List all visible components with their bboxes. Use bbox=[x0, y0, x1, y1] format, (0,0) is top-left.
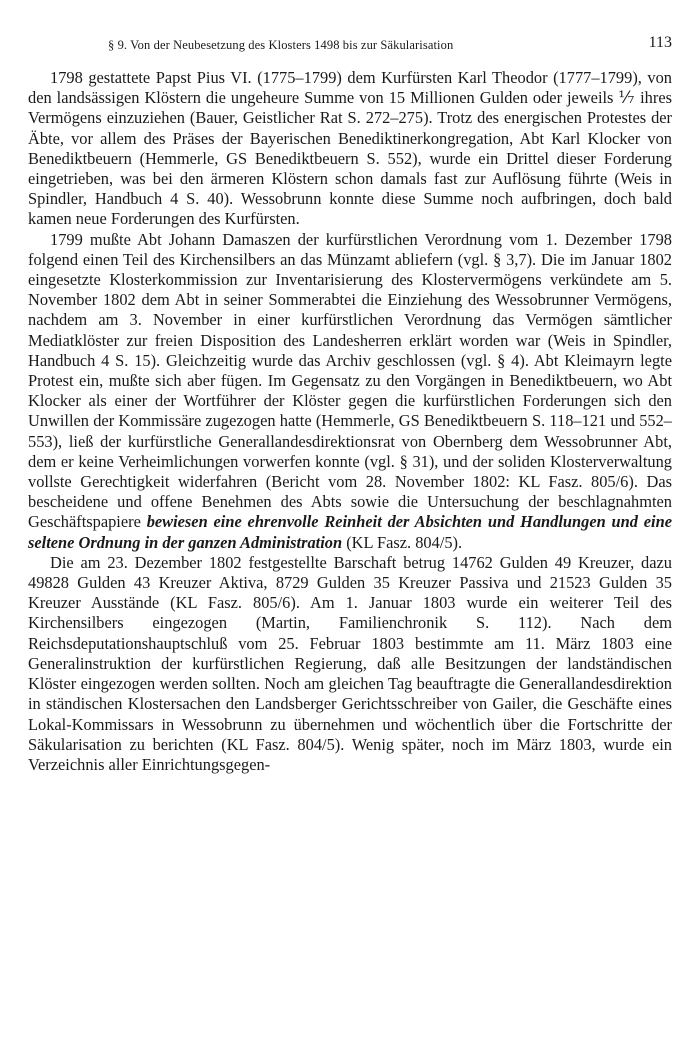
paragraph-2 bbox=[28, 230, 672, 553]
emphasized-quote: bewiesen eine ehrenvolle Reinheit der Absichten und Handlungen und eine seltene Ordnung in der ganzen Administration bbox=[28, 512, 673, 552]
running-title: § 9. Von der Neubesetzung des Klosters 1498 bis zur Säkularisation bbox=[108, 38, 454, 52]
running-header bbox=[28, 30, 672, 54]
paragraph-1 bbox=[28, 68, 672, 230]
body-text bbox=[28, 68, 672, 775]
paragraph-3 bbox=[28, 553, 672, 775]
paragraph-text: (KL Fasz. 804/5). bbox=[342, 532, 463, 552]
page-number: 113 bbox=[648, 34, 672, 51]
paragraph-text: 1798 gestattete Papst Pius VI. (1775–1799) dem Kurfürsten Karl Theodor (1777–1799), von den landsässigen Klöstern die ungeheure Summe von 15 Millionen Gulden oder jeweils ⅐ ihres Vermögens einzuziehen (Bauer, Geistlicher Rat S. 272–275). Trotz des energischen Protestes der Äbte, vor allem des Präses der Bayerischen Benediktinerkongregation, Abt Karl Klocker von Benediktbeuern (Hemmerle, GS Benediktbeuern S. 552), wurde ein Drittel dieser Forderung eingetrieben, was bei den ärmeren Klöstern schon damals fast zur Auflösung führte (Weis in Spindler, Handbuch 4 S. 40). Wessobrunn konnte diese Summe noch aufbringen, doch bald kamen neue Forderungen des Kurfürsten. bbox=[28, 68, 672, 229]
paragraph-text: 1799 mußte Abt Johann Damaszen der kurfürstlichen Verordnung vom 1. Dezember 1798 folgend einen Teil des Kirchensilbers an das Münzamt abliefern (vgl. § 3,7). Die im Januar 1802 eingesetzte Klosterkommission zur Inventarisierung des Klostervermögens verkündete am 5. November 1802 dem Abt in seiner Sommerabtei die Einziehung des Wessobrunner Vermögens, nachdem am 3. November in einer kurfürstlichen Verordnung das Vermögen sämtlicher Mediatklöster zur freien Disposition des Landesherren erklärt worden war (Weis in Spindler, Handbuch 4 S. 15). Gleichzeitig wurde das Archiv geschlossen (vgl. § 4). Abt Kleimayrn legte Protest ein, mußte sich aber fügen. Im Gegensatz zu den Vorgängen in Benediktbeuern, wo Abt Klocker als einer der Wortführer der Klöster gegen die kurfürstlichen Forderungen sich den Unwillen der Kommissäre zugezogen hatte (Hemmerle, GS Benediktbeuern S. 118–121 und 552–553), ließ der kurfürstliche Generallandesdirektionsrat von Obernberg dem Wessobrunner Abt, dem er keine Verheimlichungen vorwerfen konnte (vgl. § 31), und der soliden Klosterverwaltung vollste Gerechtigkeit widerfahren (Bericht vom 28. November 1802: KL Fasz. 805/6). Das bescheidene und offene Benehmen des Abts sowie die Untersuchung der beschlagnahmten Geschäftspapiere bbox=[28, 229, 672, 532]
document-page bbox=[28, 30, 672, 775]
paragraph-text: Die am 23. Dezember 1802 festgestellte Barschaft betrug 14762 Gulden 49 Kreuzer, dazu 49828 Gulden 43 Kreuzer Aktiva, 8729 Gulden 35 Kreuzer Passiva und 21523 Gulden 35 Kreuzer Ausstände (KL Fasz. 805/6). Am 1. Januar 1803 wurde ein weiterer Teil des Kirchensilbers eingezogen (Martin, Familienchronik S. 112). Nach dem Reichsdeputationshauptschluß vom 25. Februar 1803 bestimmte am 11. März 1803 eine Generalinstruktion der kurfürstlichen Regierung, daß alle Besitzungen der landständischen Klöster eingezogen werden sollten. Noch am gleichen Tag beauftragte die Generallandesdirektion in ständischen Klostersachen den Landsberger Gerichtsschreiber von Gailer, die Geschäfte eines Lokal-Kommissars in Wessobrunn zu übernehmen und wöchentlich über die Fortschritte der Säkularisation zu berichten (KL Fasz. 804/5). Wenig später, noch im März 1803, wurde ein Verzeichnis aller Einrichtungsgegen- bbox=[28, 552, 672, 774]
